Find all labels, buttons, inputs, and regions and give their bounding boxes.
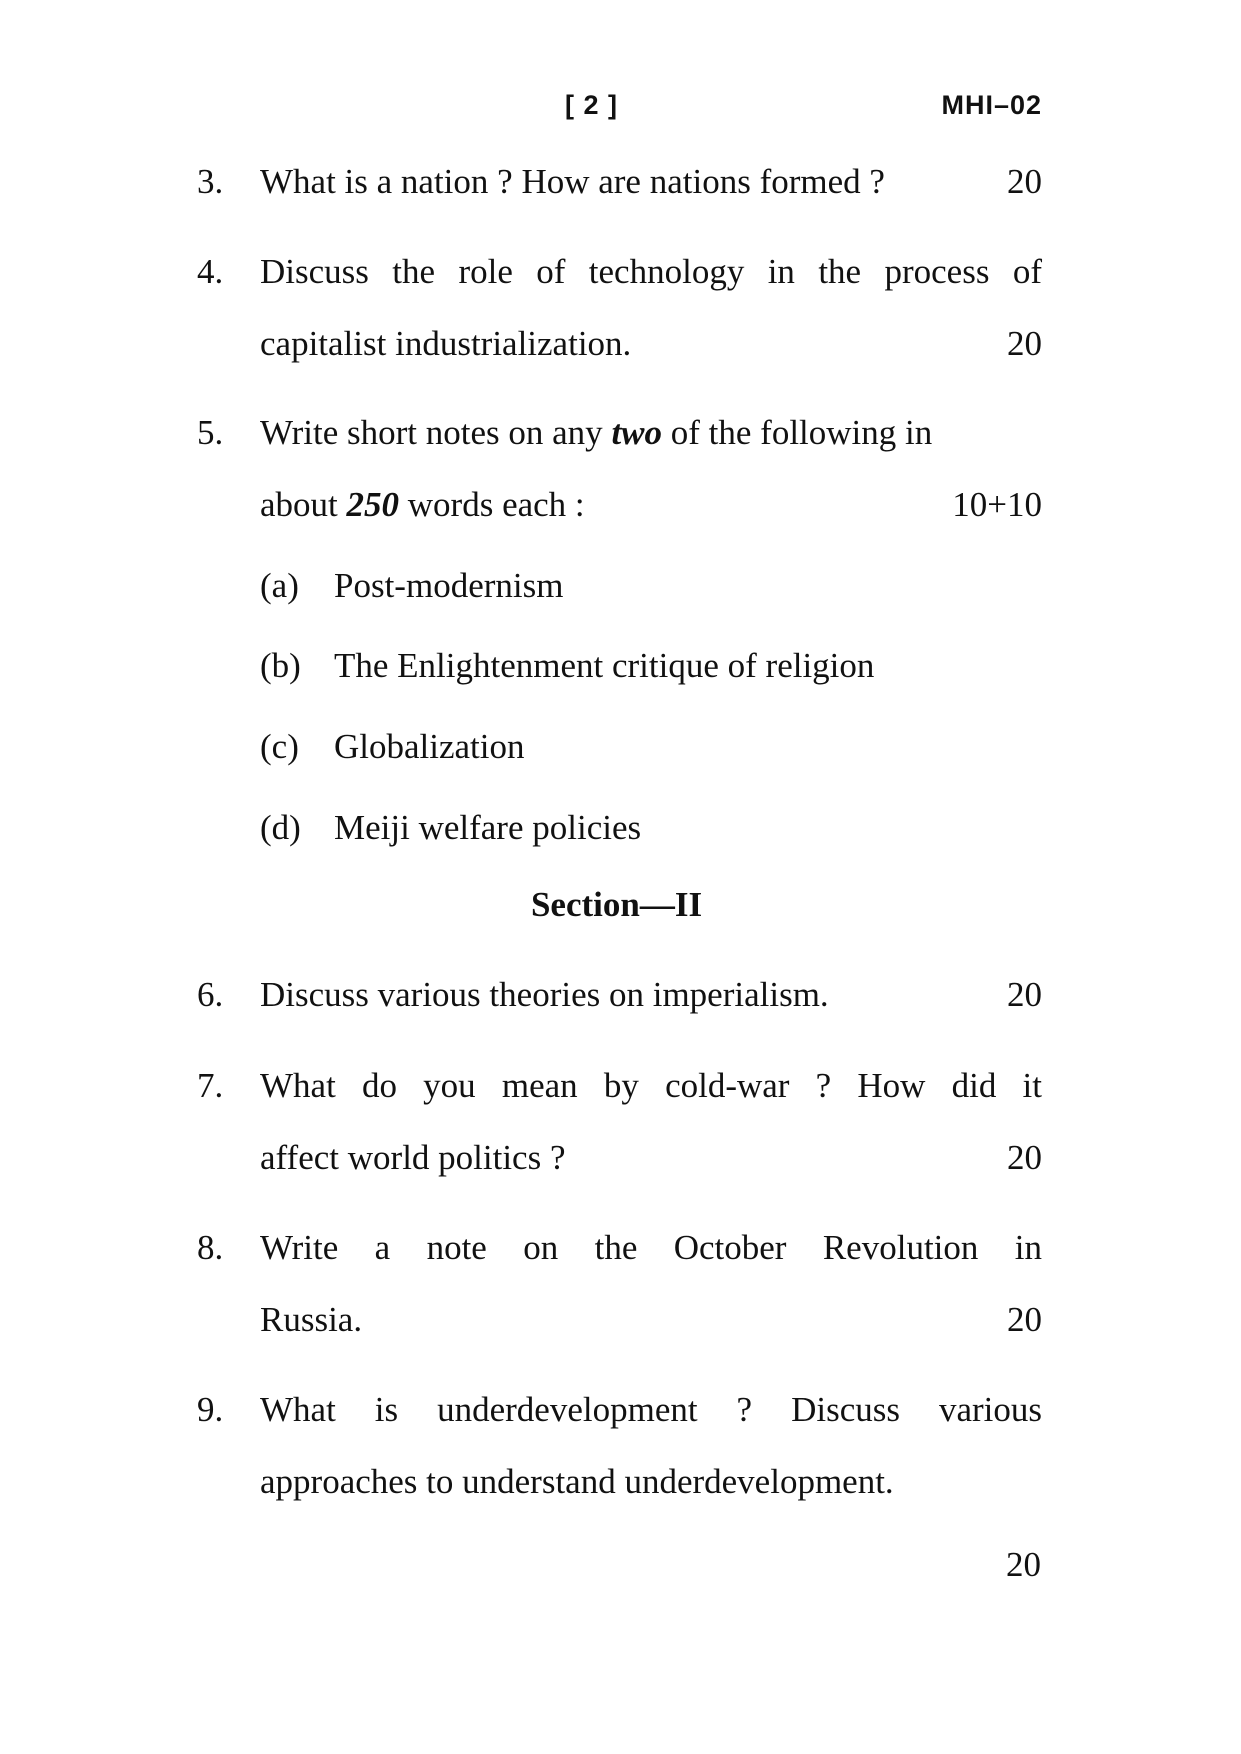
question-4-number: 4. bbox=[197, 252, 224, 291]
item-b-label: (b) bbox=[260, 646, 301, 685]
question-5-marks: 10+10 bbox=[952, 485, 1042, 524]
question-9-number: 9. bbox=[197, 1390, 224, 1429]
item-d-label: (d) bbox=[260, 808, 301, 847]
question-8-number: 8. bbox=[197, 1228, 224, 1267]
question-3-number: 3. bbox=[197, 162, 224, 201]
question-9-line-1: What is underdevelopment ? Discuss various bbox=[260, 1390, 1042, 1429]
question-3-text: What is a nation ? How are nations formed ? bbox=[260, 162, 885, 201]
question-6-text: Discuss various theories on imperialism. bbox=[260, 975, 829, 1014]
question-8-line-1: Write a note on the October Revolution in bbox=[260, 1228, 1042, 1267]
question-7-marks: 20 bbox=[1007, 1138, 1042, 1177]
item-a-text: Post-modernism bbox=[334, 566, 564, 605]
question-9-marks: 20 bbox=[1006, 1545, 1041, 1584]
question-7-number: 7. bbox=[197, 1066, 224, 1105]
question-5-emphasis-two: two bbox=[611, 413, 663, 452]
item-c-text: Globalization bbox=[334, 727, 525, 766]
item-a-label: (a) bbox=[260, 566, 299, 605]
question-5-line-1-start: Write short notes on any two of the following in bbox=[260, 413, 933, 452]
question-5-number: 5. bbox=[197, 413, 224, 452]
question-9-line-2: approaches to understand underdevelopment. bbox=[260, 1462, 894, 1501]
question-6-number: 6. bbox=[197, 975, 224, 1014]
question-6-marks: 20 bbox=[1007, 975, 1042, 1014]
item-d-text: Meiji welfare policies bbox=[334, 808, 642, 847]
question-7-line-1: What do you mean by cold-war ? How did it bbox=[260, 1066, 1042, 1105]
question-8-marks: 20 bbox=[1007, 1300, 1042, 1339]
question-4-marks: 20 bbox=[1007, 324, 1042, 363]
question-7-line-2: affect world politics ? bbox=[260, 1138, 566, 1177]
section-heading: Section—II bbox=[530, 885, 703, 924]
question-5-line-2: about 250 words each : bbox=[260, 485, 585, 524]
page-number: [ 2 ] bbox=[565, 90, 619, 120]
question-4-line-2: capitalist industrialization. bbox=[260, 324, 632, 363]
question-4-line-1: Discuss the role of technology in the process of bbox=[260, 252, 1042, 291]
paper-code: MHI–02 bbox=[941, 90, 1042, 120]
question-3-marks: 20 bbox=[1007, 162, 1042, 201]
item-c-label: (c) bbox=[260, 727, 299, 766]
question-8-line-2: Russia. bbox=[260, 1300, 363, 1339]
question-5-line-1 bbox=[260, 413, 1042, 453]
item-b-text: The Enlightenment critique of religion bbox=[334, 646, 875, 685]
question-5-emphasis-250: 250 bbox=[346, 485, 400, 524]
